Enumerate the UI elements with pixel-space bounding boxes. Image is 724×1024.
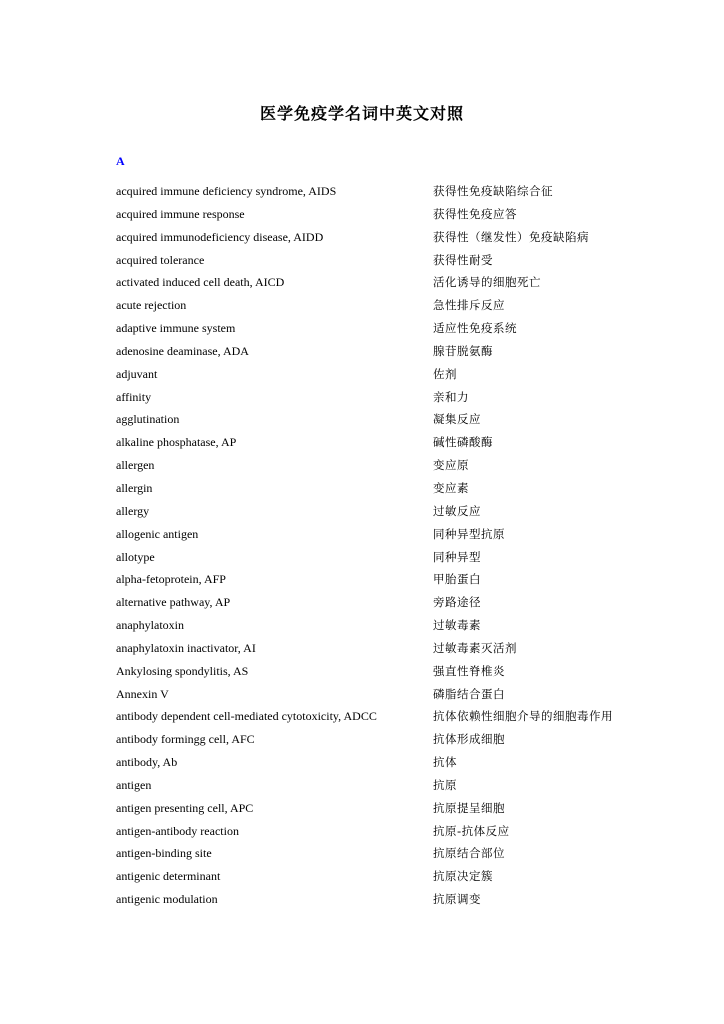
glossary-row — [0, 777, 724, 800]
term-chinese: 抗原-抗体反应 — [433, 823, 510, 838]
term-english: antibody, Ab — [116, 755, 178, 770]
term-english: adaptive immune system — [116, 321, 236, 336]
term-english: acute rejection — [116, 298, 187, 313]
glossary-term-list — [0, 183, 724, 914]
term-chinese: 活化诱导的细胞死亡 — [433, 275, 541, 290]
glossary-row — [0, 594, 724, 617]
glossary-row — [0, 891, 724, 914]
glossary-row — [0, 389, 724, 412]
term-english: Ankylosing spondylitis, AS — [116, 663, 249, 678]
term-chinese: 同种异型抗原 — [433, 526, 505, 541]
glossary-row — [0, 526, 724, 549]
term-english: anaphylatoxin — [116, 618, 184, 633]
term-english: anaphylatoxin inactivator, AI — [116, 640, 256, 655]
term-chinese: 抗体 — [433, 755, 457, 770]
term-english: antibody formingg cell, AFC — [116, 732, 255, 747]
term-chinese: 磷脂结合蛋白 — [433, 686, 505, 701]
glossary-row — [0, 503, 724, 526]
term-chinese: 获得性耐受 — [433, 252, 493, 267]
term-chinese: 过敏毒素灭活剂 — [433, 640, 517, 655]
term-english: acquired immune response — [116, 206, 245, 221]
glossary-row — [0, 686, 724, 709]
term-english: affinity — [116, 389, 152, 404]
term-chinese: 抗体形成细胞 — [433, 732, 505, 747]
term-chinese: 甲胎蛋白 — [433, 572, 481, 587]
glossary-row — [0, 549, 724, 572]
term-chinese: 抗原决定簇 — [433, 869, 493, 884]
term-chinese: 过敏反应 — [433, 503, 481, 518]
term-english: adenosine deaminase, ADA — [116, 343, 249, 358]
term-chinese: 过敏毒素 — [433, 618, 481, 633]
glossary-row — [0, 206, 724, 229]
term-english: antigen — [116, 777, 152, 792]
term-english: allergen — [116, 458, 155, 473]
glossary-row — [0, 708, 724, 731]
glossary-row — [0, 754, 724, 777]
term-english: allogenic antigen — [116, 526, 199, 541]
glossary-row — [0, 663, 724, 686]
term-english: antigen-antibody reaction — [116, 823, 239, 838]
term-chinese: 适应性免疫系统 — [433, 321, 517, 336]
glossary-row — [0, 343, 724, 366]
glossary-row — [0, 411, 724, 434]
term-english: antibody dependent cell-mediated cytotoxicity, ADCC — [116, 709, 377, 724]
term-english: acquired immune deficiency syndrome, AIDS — [116, 184, 337, 198]
term-english: acquired immunodeficiency disease, AIDD — [116, 229, 324, 244]
glossary-row — [0, 480, 724, 503]
term-chinese: 佐剂 — [433, 366, 457, 381]
term-chinese: 抗体依赖性细胞介导的细胞毒作用 — [433, 709, 613, 724]
term-chinese: 腺苷脱氨酶 — [433, 343, 493, 358]
term-chinese: 抗原 — [433, 777, 457, 792]
term-chinese: 碱性磷酸酶 — [433, 435, 493, 450]
term-chinese: 抗原提呈细胞 — [433, 800, 505, 815]
term-chinese: 获得性（继发性）免疫缺陷病 — [433, 229, 589, 244]
term-english: agglutination — [116, 412, 180, 427]
term-chinese: 亲和力 — [433, 389, 469, 404]
glossary-row — [0, 868, 724, 891]
term-english: alkaline phosphatase, AP — [116, 435, 237, 450]
term-english: activated induced cell death, AICD — [116, 275, 285, 290]
term-chinese: 旁路途径 — [433, 595, 481, 610]
term-chinese: 获得性免疫缺陷综合征 — [433, 184, 553, 198]
term-chinese: 抗原调变 — [433, 892, 481, 907]
glossary-row — [0, 274, 724, 297]
term-english: allotype — [116, 549, 155, 564]
glossary-row — [0, 229, 724, 252]
glossary-row — [0, 823, 724, 846]
glossary-row — [0, 320, 724, 343]
term-chinese: 抗原结合部位 — [433, 846, 505, 861]
glossary-row — [0, 731, 724, 754]
glossary-row — [0, 571, 724, 594]
section-heading-a: A — [116, 154, 125, 168]
term-english: alternative pathway, AP — [116, 595, 231, 610]
glossary-row — [0, 434, 724, 457]
term-english: antigen-binding site — [116, 846, 212, 861]
glossary-row — [0, 252, 724, 275]
term-chinese: 变应素 — [433, 480, 469, 495]
term-english: antigenic determinant — [116, 869, 221, 884]
term-english: allergin — [116, 480, 153, 495]
glossary-row — [0, 845, 724, 868]
term-chinese: 凝集反应 — [433, 412, 481, 427]
term-english: adjuvant — [116, 366, 158, 381]
term-english: Annexin V — [116, 686, 169, 701]
glossary-row — [0, 800, 724, 823]
term-chinese: 同种异型 — [433, 549, 481, 564]
term-chinese: 获得性免疫应答 — [433, 206, 517, 221]
glossary-row — [0, 617, 724, 640]
glossary-row — [0, 297, 724, 320]
glossary-row — [0, 457, 724, 480]
page-title: 医学免疫学名词中英文对照 — [259, 104, 464, 123]
term-chinese: 变应原 — [433, 458, 469, 473]
term-chinese: 急性排斥反应 — [433, 298, 505, 313]
term-english: alpha-fetoprotein, AFP — [116, 572, 226, 587]
term-chinese: 强直性脊椎炎 — [433, 663, 505, 678]
term-english: antigenic modulation — [116, 892, 218, 907]
term-english: allergy — [116, 503, 150, 518]
glossary-row — [0, 640, 724, 663]
term-english: antigen presenting cell, APC — [116, 800, 254, 815]
glossary-row — [0, 366, 724, 389]
term-english: acquired tolerance — [116, 252, 205, 267]
glossary-row — [0, 183, 724, 206]
